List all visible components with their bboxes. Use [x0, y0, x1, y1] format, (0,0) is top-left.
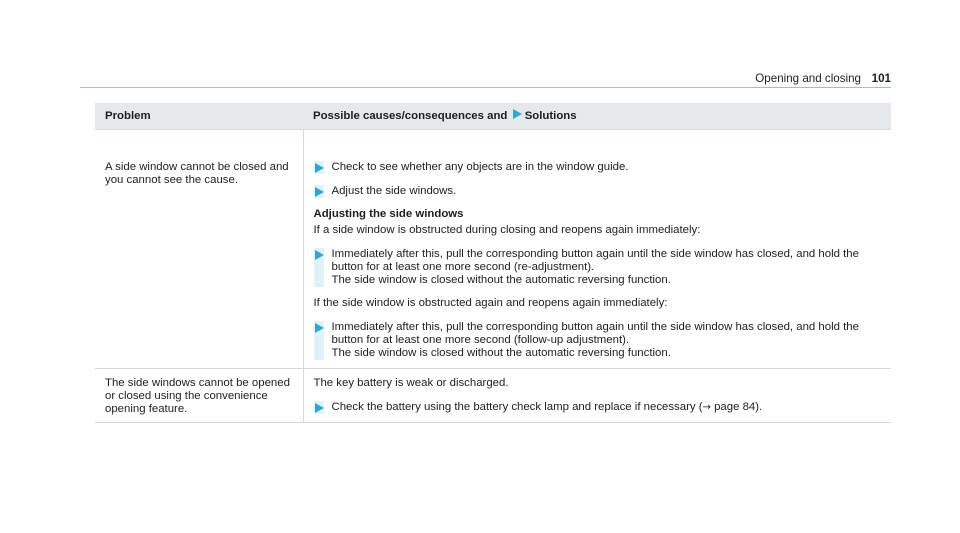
step-bar [314, 321, 324, 360]
solutions-cell [303, 369, 891, 423]
header-problem: Problem [95, 103, 303, 130]
solutions-cell [303, 130, 891, 369]
step-check-battery [314, 401, 878, 414]
step-note: The side window is closed without the automatic reversing function. [331, 274, 671, 286]
step-bar [314, 161, 324, 174]
page-number: 101 [871, 72, 891, 85]
step-body [332, 248, 878, 287]
intro-text: If a side window is obstructed during closing and reopens again immediately: [313, 224, 701, 236]
header-causes-solutions [303, 103, 891, 130]
step-adjust-windows [314, 185, 878, 198]
section-title: Opening and closing [755, 72, 861, 85]
step-pull-button [314, 248, 878, 287]
step-battery-text: Check the battery using the battery check lamp and replace if necessary ( [331, 401, 703, 413]
page-reference-arrow: → [702, 402, 711, 413]
arrow-right-icon [315, 187, 324, 197]
table-header-row [95, 103, 891, 130]
page-reference[interactable]: page 84). [710, 401, 763, 413]
subheading: Adjusting the side windows [313, 208, 464, 220]
step-pull-button-again [314, 321, 878, 360]
step-text: Check to see whether any objects are in the window guide. [331, 161, 629, 173]
cause-text: The key battery is weak or discharged. [313, 377, 509, 389]
header-causes-label: Possible causes/consequences and [313, 110, 508, 122]
step-body [332, 321, 878, 360]
step-text [332, 401, 763, 414]
intro-text: If the side window is obstructed again and reopens again immediately: [313, 297, 668, 309]
step-check-objects [314, 161, 878, 174]
table-row [95, 369, 891, 423]
arrow-right-icon [315, 323, 324, 333]
arrow-right-icon [513, 109, 522, 123]
problem-cell: The side windows cannot be opened or closed using the convenience opening feature. [95, 369, 303, 423]
table-row [95, 130, 891, 369]
step-bar [314, 401, 324, 414]
step-bar [314, 248, 324, 287]
troubleshooting-table [95, 103, 891, 423]
header-rule [80, 87, 891, 88]
header-solutions-label: Solutions [524, 110, 577, 122]
step-text: Immediately after this, pull the corresponding button again until the side window has closed, and hold the button for at least one more second (follow-up adjustment). [331, 321, 859, 346]
step-text: Adjust the side windows. [331, 185, 457, 197]
step-note: The side window is closed without the automatic reversing function. [331, 347, 671, 359]
arrow-right-icon [315, 250, 324, 260]
step-text: Immediately after this, pull the corresponding button again until the side window has closed, and hold the button for at least one more second (re-adjustment). [331, 248, 859, 273]
problem-cell: A side window cannot be closed and you cannot see the cause. [95, 130, 303, 369]
arrow-right-icon [315, 163, 324, 173]
arrow-right-icon [315, 403, 324, 413]
step-bar [314, 185, 324, 198]
